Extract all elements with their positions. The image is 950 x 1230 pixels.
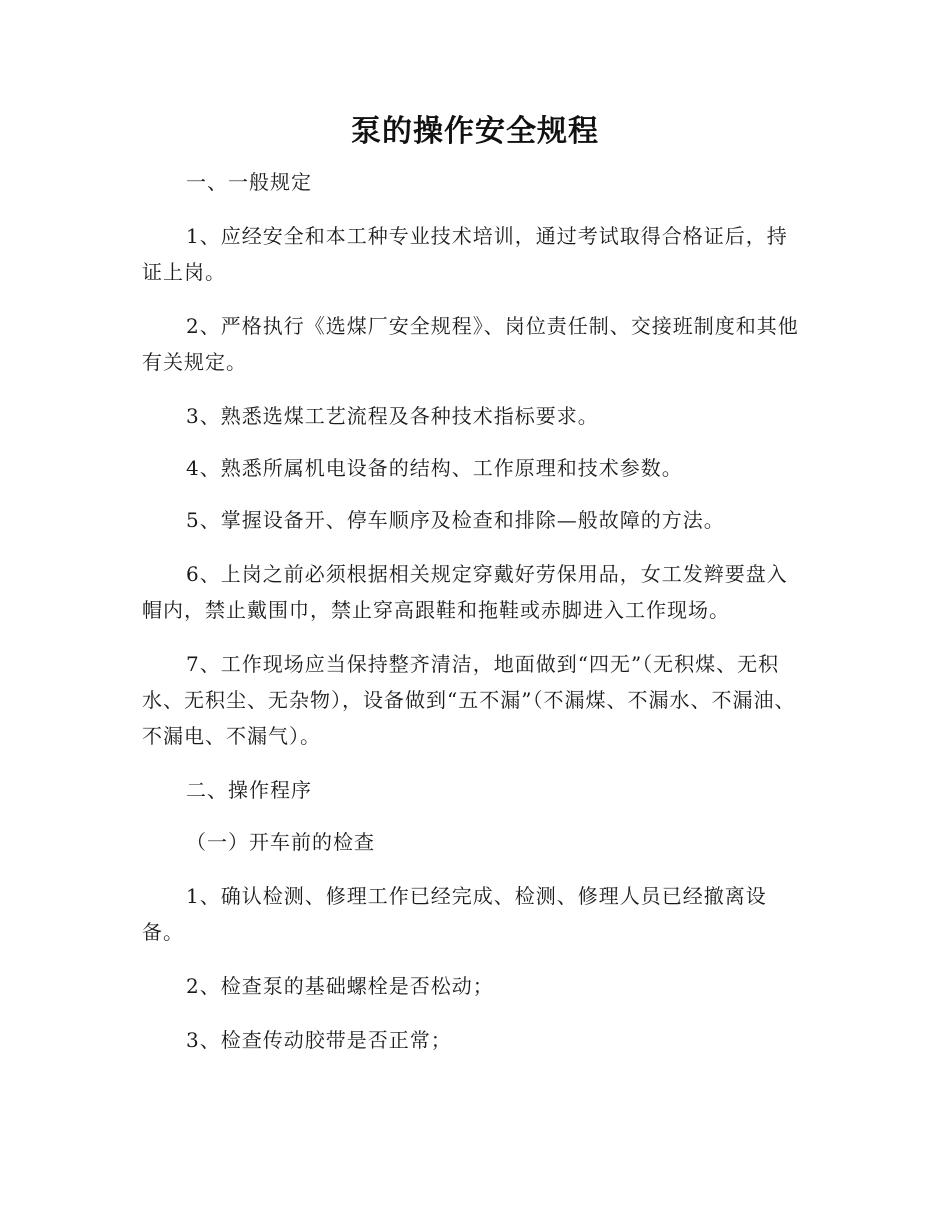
paragraph-item: 3、熟悉选煤工艺流程及各种技术指标要求。 — [186, 404, 599, 428]
paragraph-item: 7、工作现场应当保持整齐清洁，地面做到“四无”（无积煤、无积水、无积尘、无杂物），设备做到“五不漏”（不漏煤、不漏水、不漏油、不漏电、不漏气）。 — [142, 652, 796, 748]
section-heading-general: 一、一般规定 — [186, 170, 312, 194]
section-heading-operation: 二、操作程序 — [186, 778, 312, 802]
paragraph-item: 6、上岗之前必须根据相关规定穿戴好劳保用品，女工发辫要盘入帽内，禁止戴围巾，禁止穿高跟鞋和拖鞋或赤脚进入工作现场。 — [142, 562, 788, 622]
document-title: 泵的操作安全规程 — [351, 114, 599, 149]
paragraph-item: 2、检查泵的基础螺栓是否松动； — [186, 974, 494, 998]
paragraph-item: 3、检查传动胶带是否正常； — [186, 1028, 452, 1052]
paragraph-item: 4、熟悉所属机电设备的结构、工作原理和技术参数。 — [186, 456, 683, 480]
subsection-heading-precheck: （一）开车前的检查 — [186, 830, 375, 854]
paragraph-item: 2、严格执行《选煤厂安全规程》、岗位责任制、交接班制度和其他有关规定。 — [142, 314, 799, 374]
paragraph-item: 5、掌握设备开、停车顺序及检查和排除—般故障的方法。 — [186, 508, 725, 532]
paragraph-item: 1、应经安全和本工种专业技术培训，通过考试取得合格证后，持证上岗。 — [142, 224, 788, 284]
paragraph-item: 1、确认检测、修理工作已经完成、检测、修理人员已经撤离设备。 — [142, 884, 767, 944]
